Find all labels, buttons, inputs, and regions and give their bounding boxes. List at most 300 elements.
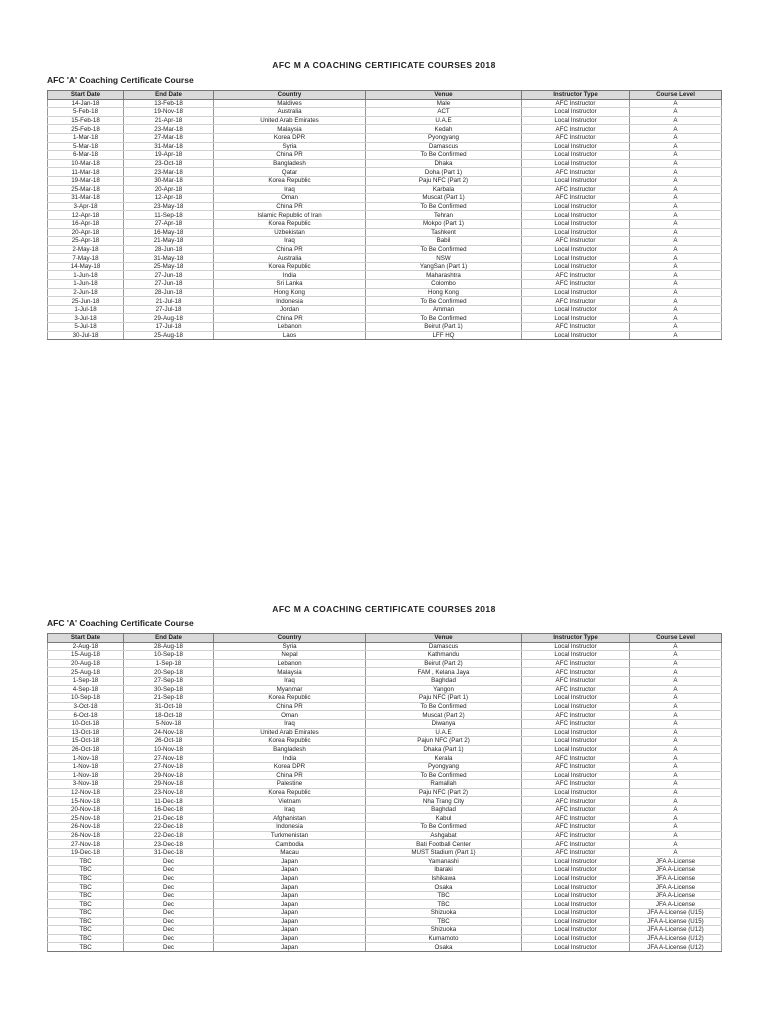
cell-instructor-type: Local Instructor	[522, 651, 630, 660]
cell-course-level: A	[630, 814, 722, 823]
cell-instructor-type: AFC Instructor	[522, 780, 630, 789]
cell-end-date: 29-Nov-18	[124, 780, 214, 789]
cell-end-date: 27-Nov-18	[124, 754, 214, 763]
cell-country: Japan	[214, 900, 366, 909]
cell-venue: U.A.E	[366, 728, 522, 737]
cell-start-date: TBC	[48, 857, 124, 866]
cell-course-level: A	[630, 797, 722, 806]
cell-course-level: A	[630, 651, 722, 660]
cell-end-date: 20-Apr-18	[124, 185, 214, 194]
cell-venue: To Be Confirmed	[366, 771, 522, 780]
cell-venue: Beirut (Part 1)	[366, 323, 522, 332]
cell-country: India	[214, 754, 366, 763]
cell-end-date: 16-Dec-18	[124, 805, 214, 814]
cell-country: Cambodia	[214, 840, 366, 849]
page-title: AFC M A COACHING CERTIFICATE COURSES 2018	[272, 60, 496, 70]
table-row	[48, 133, 722, 142]
cell-instructor-type: AFC Instructor	[522, 814, 630, 823]
table-row	[48, 814, 722, 823]
column-header-venue: Venue	[366, 634, 522, 643]
cell-country: Vietnam	[214, 797, 366, 806]
cell-instructor-type: Local Instructor	[522, 702, 630, 711]
cell-end-date: Dec	[124, 866, 214, 875]
table-row	[48, 262, 722, 271]
cell-end-date: Dec	[124, 943, 214, 952]
cell-end-date: 19-Apr-18	[124, 151, 214, 160]
cell-course-level: JFA A-License	[630, 883, 722, 892]
cell-course-level: A	[630, 288, 722, 297]
table-row	[48, 676, 722, 685]
cell-start-date: 3-Jul-18	[48, 314, 124, 323]
cell-venue: Kathmandu	[366, 651, 522, 660]
cell-venue: Dhaka (Part 1)	[366, 745, 522, 754]
table-row	[48, 237, 722, 246]
cell-start-date: 1-Nov-18	[48, 771, 124, 780]
table-row	[48, 737, 722, 746]
cell-instructor-type: AFC Instructor	[522, 323, 630, 332]
table-row	[48, 271, 722, 280]
cell-course-level: A	[630, 331, 722, 340]
table-row	[48, 185, 722, 194]
table-row	[48, 840, 722, 849]
cell-venue: ACT	[366, 108, 522, 117]
table-row	[48, 848, 722, 857]
cell-venue: To Be Confirmed	[366, 314, 522, 323]
cell-end-date: 23-Mar-18	[124, 168, 214, 177]
table-row	[48, 125, 722, 134]
cell-start-date: TBC	[48, 900, 124, 909]
cell-instructor-type: Local Instructor	[522, 262, 630, 271]
cell-course-level: JFA A-License	[630, 891, 722, 900]
table-row	[48, 797, 722, 806]
cell-venue: Maharashtra	[366, 271, 522, 280]
cell-end-date: 23-Oct-18	[124, 159, 214, 168]
table-row	[48, 642, 722, 651]
cell-country: Myanmar	[214, 685, 366, 694]
courses-table	[47, 633, 722, 952]
cell-instructor-type: Local Instructor	[522, 900, 630, 909]
cell-end-date: 19-Nov-18	[124, 108, 214, 117]
cell-course-level: A	[630, 202, 722, 211]
cell-end-date: 25-May-18	[124, 262, 214, 271]
table-header-row	[48, 634, 722, 643]
cell-course-level: A	[630, 788, 722, 797]
cell-country: Laos	[214, 331, 366, 340]
cell-venue: Dhaka	[366, 159, 522, 168]
cell-end-date: 27-Jul-18	[124, 305, 214, 314]
cell-start-date: 1-Jun-18	[48, 280, 124, 289]
cell-venue: Nha Trang City	[366, 797, 522, 806]
cell-instructor-type: AFC Instructor	[522, 685, 630, 694]
cell-start-date: 3-Apr-18	[48, 202, 124, 211]
cell-venue: Ishikawa	[366, 874, 522, 883]
cell-venue: To Be Confirmed	[366, 245, 522, 254]
cell-venue: Yangon	[366, 685, 522, 694]
cell-country: Malaysia	[214, 125, 366, 134]
cell-course-level: A	[630, 176, 722, 185]
cell-venue: Ibaraki	[366, 866, 522, 875]
cell-venue: Kedah	[366, 125, 522, 134]
cell-end-date: 21-Jul-18	[124, 297, 214, 306]
cell-country: Qatar	[214, 168, 366, 177]
cell-end-date: 24-Nov-18	[124, 728, 214, 737]
cell-start-date: 12-Apr-18	[48, 211, 124, 220]
cell-start-date: 25-Jun-18	[48, 297, 124, 306]
page-title: AFC M A COACHING CERTIFICATE COURSES 2018	[272, 604, 496, 614]
cell-end-date: 21-Sep-18	[124, 694, 214, 703]
table-row	[48, 659, 722, 668]
cell-instructor-type: Local Instructor	[522, 694, 630, 703]
table-row	[48, 771, 722, 780]
cell-venue: LFF HQ	[366, 331, 522, 340]
cell-instructor-type: AFC Instructor	[522, 797, 630, 806]
cell-venue: Tashkent	[366, 228, 522, 237]
cell-course-level: A	[630, 702, 722, 711]
cell-venue: To Be Confirmed	[366, 702, 522, 711]
cell-country: Australia	[214, 254, 366, 263]
cell-venue: Yamanashi	[366, 857, 522, 866]
cell-course-level: A	[630, 271, 722, 280]
table-row	[48, 99, 722, 108]
cell-venue: Baghdad	[366, 676, 522, 685]
cell-country: Japan	[214, 857, 366, 866]
cell-end-date: 28-Jun-18	[124, 245, 214, 254]
cell-course-level: A	[630, 305, 722, 314]
cell-start-date: 25-Mar-18	[48, 185, 124, 194]
table-row	[48, 228, 722, 237]
cell-country: Japan	[214, 866, 366, 875]
cell-start-date: 6-Mar-18	[48, 151, 124, 160]
cell-country: Korea Republic	[214, 788, 366, 797]
cell-start-date: 1-Jun-18	[48, 271, 124, 280]
cell-instructor-type: AFC Instructor	[522, 659, 630, 668]
cell-venue: To Be Confirmed	[366, 297, 522, 306]
table-row	[48, 891, 722, 900]
cell-start-date: 20-Aug-18	[48, 659, 124, 668]
cell-venue: To Be Confirmed	[366, 202, 522, 211]
cell-country: Korea DPR	[214, 133, 366, 142]
cell-end-date: 11-Sep-18	[124, 211, 214, 220]
cell-venue: Shizuoka	[366, 909, 522, 918]
cell-end-date: Dec	[124, 934, 214, 943]
courses-table	[47, 90, 722, 340]
cell-start-date: 5-Feb-18	[48, 108, 124, 117]
cell-country: Japan	[214, 883, 366, 892]
cell-instructor-type: AFC Instructor	[522, 237, 630, 246]
cell-end-date: 23-Mar-18	[124, 125, 214, 134]
cell-instructor-type: Local Instructor	[522, 771, 630, 780]
cell-start-date: 15-Aug-18	[48, 651, 124, 660]
cell-venue: Muscat (Part 2)	[366, 711, 522, 720]
cell-instructor-type: Local Instructor	[522, 305, 630, 314]
cell-end-date: 27-Nov-18	[124, 762, 214, 771]
column-header-end-date: End Date	[124, 634, 214, 643]
cell-instructor-type: Local Instructor	[522, 245, 630, 254]
cell-country: Iraq	[214, 237, 366, 246]
cell-instructor-type: Local Instructor	[522, 874, 630, 883]
cell-country: Indonesia	[214, 297, 366, 306]
section-title: AFC 'A' Coaching Certificate Course	[47, 618, 194, 628]
cell-instructor-type: Local Instructor	[522, 314, 630, 323]
cell-instructor-type: AFC Instructor	[522, 840, 630, 849]
cell-start-date: 25-Aug-18	[48, 668, 124, 677]
cell-instructor-type: Local Instructor	[522, 943, 630, 952]
cell-course-level: A	[630, 108, 722, 117]
table-row	[48, 116, 722, 125]
cell-venue: Ashgabat	[366, 831, 522, 840]
cell-venue: Kabul	[366, 814, 522, 823]
cell-end-date: 13-Feb-18	[124, 99, 214, 108]
cell-end-date: 21-Dec-18	[124, 814, 214, 823]
cell-end-date: 23-May-18	[124, 202, 214, 211]
table-row	[48, 668, 722, 677]
cell-instructor-type: AFC Instructor	[522, 831, 630, 840]
cell-start-date: 6-Oct-18	[48, 711, 124, 720]
table-row	[48, 900, 722, 909]
cell-venue: Diwanya	[366, 719, 522, 728]
cell-start-date: 1-Jul-18	[48, 305, 124, 314]
cell-venue: YangSan (Part 1)	[366, 262, 522, 271]
cell-end-date: 21-Apr-18	[124, 116, 214, 125]
cell-course-level: A	[630, 745, 722, 754]
cell-instructor-type: AFC Instructor	[522, 99, 630, 108]
cell-start-date: TBC	[48, 891, 124, 900]
cell-course-level: JFA A-License (U12)	[630, 926, 722, 935]
cell-course-level: A	[630, 762, 722, 771]
cell-instructor-type: Local Instructor	[522, 116, 630, 125]
cell-instructor-type: Local Instructor	[522, 108, 630, 117]
cell-country: Lebanon	[214, 659, 366, 668]
cell-venue: Babil	[366, 237, 522, 246]
cell-country: Korea Republic	[214, 219, 366, 228]
cell-course-level: JFA A-License	[630, 874, 722, 883]
table-row	[48, 245, 722, 254]
cell-start-date: 27-Nov-18	[48, 840, 124, 849]
cell-course-level: A	[630, 314, 722, 323]
cell-venue: Hong Kong	[366, 288, 522, 297]
cell-instructor-type: AFC Instructor	[522, 668, 630, 677]
cell-course-level: A	[630, 168, 722, 177]
cell-end-date: 30-Sep-18	[124, 685, 214, 694]
cell-country: Macau	[214, 848, 366, 857]
cell-country: Korea Republic	[214, 737, 366, 746]
cell-venue: Osaka	[366, 943, 522, 952]
cell-course-level: A	[630, 642, 722, 651]
cell-start-date: 1-Nov-18	[48, 754, 124, 763]
cell-start-date: 3-Nov-18	[48, 780, 124, 789]
cell-country: Sri Lanka	[214, 280, 366, 289]
table-row	[48, 788, 722, 797]
cell-country: Iraq	[214, 805, 366, 814]
cell-end-date: Dec	[124, 883, 214, 892]
cell-instructor-type: Local Instructor	[522, 202, 630, 211]
table-row	[48, 874, 722, 883]
cell-country: China PR	[214, 314, 366, 323]
cell-instructor-type: Local Instructor	[522, 219, 630, 228]
cell-course-level: A	[630, 228, 722, 237]
cell-venue: Damascus	[366, 642, 522, 651]
section-title: AFC 'A' Coaching Certificate Course	[47, 75, 194, 85]
cell-instructor-type: Local Instructor	[522, 228, 630, 237]
cell-start-date: 15-Nov-18	[48, 797, 124, 806]
cell-instructor-type: Local Instructor	[522, 159, 630, 168]
cell-venue: Pajun NFC (Part 2)	[366, 737, 522, 746]
table-row	[48, 288, 722, 297]
cell-venue: Karbala	[366, 185, 522, 194]
table-row	[48, 857, 722, 866]
table-row	[48, 202, 722, 211]
column-header-end-date: End Date	[124, 91, 214, 100]
cell-course-level: A	[630, 237, 722, 246]
cell-course-level: A	[630, 848, 722, 857]
column-header-course-level: Course Level	[630, 91, 722, 100]
cell-start-date: 19-Mar-18	[48, 176, 124, 185]
table-row	[48, 685, 722, 694]
cell-end-date: Dec	[124, 874, 214, 883]
cell-country: Korea Republic	[214, 694, 366, 703]
cell-country: Palestine	[214, 780, 366, 789]
cell-country: Japan	[214, 926, 366, 935]
cell-course-level: A	[630, 668, 722, 677]
cell-course-level: A	[630, 694, 722, 703]
cell-instructor-type: AFC Instructor	[522, 823, 630, 832]
cell-course-level: JFA A-License (U15)	[630, 909, 722, 918]
cell-instructor-type: AFC Instructor	[522, 271, 630, 280]
cell-course-level: JFA A-License (U12)	[630, 934, 722, 943]
cell-start-date: 11-Mar-18	[48, 168, 124, 177]
cell-end-date: Dec	[124, 900, 214, 909]
cell-course-level: A	[630, 754, 722, 763]
cell-end-date: 29-Aug-18	[124, 314, 214, 323]
cell-venue: Pyongyang	[366, 133, 522, 142]
cell-country: Japan	[214, 909, 366, 918]
cell-course-level: A	[630, 262, 722, 271]
cell-venue: Male	[366, 99, 522, 108]
cell-venue: Tehran	[366, 211, 522, 220]
cell-venue: TBC	[366, 891, 522, 900]
cell-end-date: 11-Dec-18	[124, 797, 214, 806]
cell-venue: Kumamoto	[366, 934, 522, 943]
cell-instructor-type: AFC Instructor	[522, 133, 630, 142]
cell-country: China PR	[214, 245, 366, 254]
cell-start-date: 10-Sep-18	[48, 694, 124, 703]
cell-end-date: 10-Nov-18	[124, 745, 214, 754]
table-row	[48, 331, 722, 340]
cell-start-date: 10-Oct-18	[48, 719, 124, 728]
cell-course-level: A	[630, 737, 722, 746]
cell-instructor-type: Local Instructor	[522, 737, 630, 746]
table-row	[48, 211, 722, 220]
cell-instructor-type: Local Instructor	[522, 857, 630, 866]
table-row	[48, 745, 722, 754]
cell-end-date: 20-Sep-18	[124, 668, 214, 677]
cell-instructor-type: Local Instructor	[522, 176, 630, 185]
cell-end-date: Dec	[124, 917, 214, 926]
cell-start-date: 26-Oct-18	[48, 745, 124, 754]
cell-course-level: A	[630, 151, 722, 160]
cell-country: Lebanon	[214, 323, 366, 332]
table-row	[48, 711, 722, 720]
table-row	[48, 651, 722, 660]
cell-course-level: A	[630, 245, 722, 254]
cell-start-date: 7-May-18	[48, 254, 124, 263]
cell-course-level: A	[630, 659, 722, 668]
cell-course-level: A	[630, 831, 722, 840]
cell-end-date: 31-Oct-18	[124, 702, 214, 711]
table-row	[48, 754, 722, 763]
table-row	[48, 719, 722, 728]
cell-end-date: 25-Aug-18	[124, 331, 214, 340]
cell-end-date: 17-Jul-18	[124, 323, 214, 332]
cell-course-level: A	[630, 719, 722, 728]
cell-start-date: TBC	[48, 926, 124, 935]
cell-start-date: 13-Oct-18	[48, 728, 124, 737]
table-row	[48, 280, 722, 289]
table-row	[48, 823, 722, 832]
cell-instructor-type: Local Instructor	[522, 288, 630, 297]
table-row	[48, 702, 722, 711]
cell-course-level: A	[630, 297, 722, 306]
cell-instructor-type: AFC Instructor	[522, 185, 630, 194]
cell-course-level: A	[630, 323, 722, 332]
cell-venue: NSW	[366, 254, 522, 263]
cell-venue: Beirut (Part 2)	[366, 659, 522, 668]
cell-venue: Paju NFC (Part 1)	[366, 694, 522, 703]
cell-end-date: Dec	[124, 926, 214, 935]
cell-country: India	[214, 271, 366, 280]
cell-end-date: 30-Mar-18	[124, 176, 214, 185]
table-row	[48, 323, 722, 332]
cell-start-date: 2-May-18	[48, 245, 124, 254]
cell-venue: MUST Stadium (Part 1)	[366, 848, 522, 857]
cell-instructor-type: Local Instructor	[522, 909, 630, 918]
cell-course-level: A	[630, 676, 722, 685]
cell-start-date: 2-Aug-18	[48, 642, 124, 651]
cell-course-level: A	[630, 125, 722, 134]
cell-country: Iraq	[214, 185, 366, 194]
cell-venue: Bati Football Center	[366, 840, 522, 849]
table-header-row	[48, 91, 722, 100]
cell-course-level: JFA A-License	[630, 900, 722, 909]
cell-instructor-type: Local Instructor	[522, 142, 630, 151]
cell-venue: Kerala	[366, 754, 522, 763]
cell-start-date: 30-Jul-18	[48, 331, 124, 340]
table-row	[48, 728, 722, 737]
cell-course-level: JFA A-License	[630, 866, 722, 875]
cell-instructor-type: AFC Instructor	[522, 754, 630, 763]
table-row	[48, 297, 722, 306]
cell-end-date: 5-Nov-18	[124, 719, 214, 728]
cell-end-date: Dec	[124, 909, 214, 918]
cell-venue: U.A.E	[366, 116, 522, 125]
cell-country: Syria	[214, 642, 366, 651]
cell-country: Islamic Republic of Iran	[214, 211, 366, 220]
cell-course-level: A	[630, 254, 722, 263]
cell-start-date: 14-Jan-18	[48, 99, 124, 108]
column-header-start-date: Start Date	[48, 634, 124, 643]
cell-country: Maldives	[214, 99, 366, 108]
cell-instructor-type: AFC Instructor	[522, 848, 630, 857]
cell-start-date: 2-Jun-18	[48, 288, 124, 297]
column-header-course-level: Course Level	[630, 634, 722, 643]
cell-course-level: A	[630, 133, 722, 142]
cell-instructor-type: AFC Instructor	[522, 676, 630, 685]
table-row	[48, 194, 722, 203]
cell-course-level: A	[630, 185, 722, 194]
cell-instructor-type: AFC Instructor	[522, 297, 630, 306]
table-row	[48, 805, 722, 814]
cell-venue: Muscat (Part 1)	[366, 194, 522, 203]
